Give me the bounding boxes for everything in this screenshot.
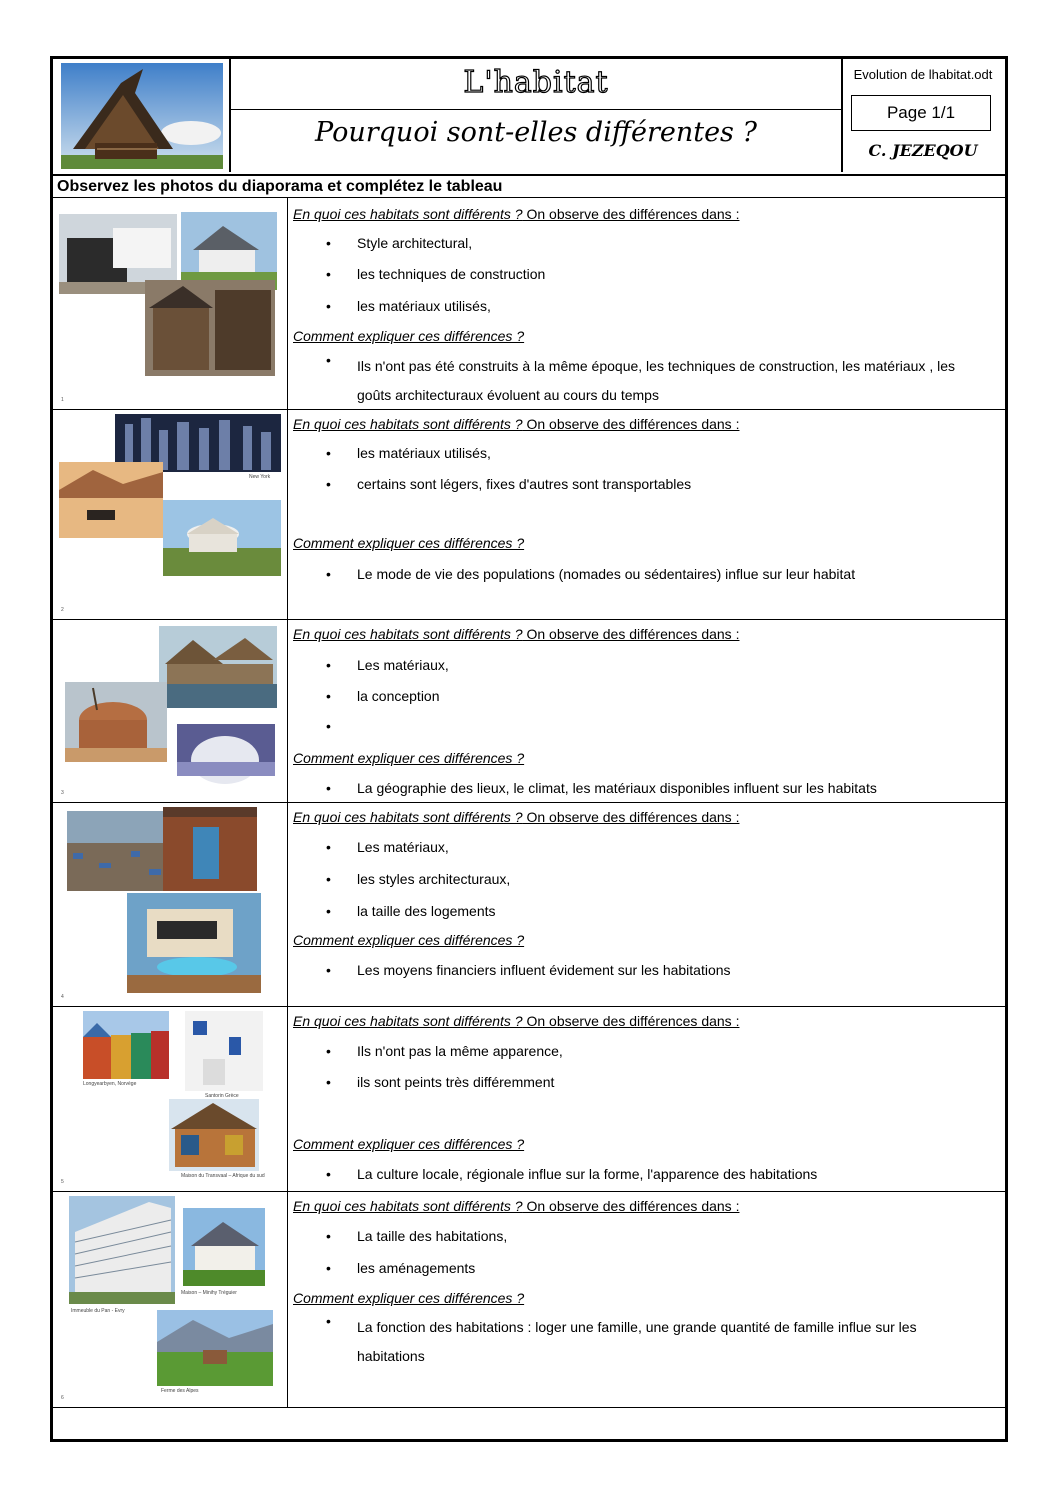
page-frame <box>50 56 1008 1442</box>
file-name: Evolution de lhabitat.odt <box>853 67 993 82</box>
header <box>53 59 1005 176</box>
question-explanation: Comment expliquer ces différences ? <box>293 932 525 948</box>
row-answers: En quoi ces habitats sont différents ? On observe des différences dans : Ils n'ont pas la même apparence, ils sont peints très différemment Comment expliquer ces différences ? La culture locale, régionale influe sur la forme, l'apparence des habitations <box>293 1013 818 1182</box>
photo-yurt <box>163 500 281 576</box>
slide-number: 3 <box>61 790 64 796</box>
photo-apartment-block <box>69 1196 175 1304</box>
slide-number: 1 <box>61 397 64 403</box>
photo-stilt-houses <box>159 626 277 708</box>
question-differences: En quoi ces habitats sont différents ? On observe des différences dans : <box>293 809 740 825</box>
slide-thumbnail <box>53 803 288 1006</box>
photo-igloo <box>177 724 275 784</box>
table-row <box>53 1007 1005 1192</box>
table-row <box>53 1192 1005 1408</box>
table-row <box>53 620 1005 803</box>
slide-number: 5 <box>61 1179 64 1185</box>
table-row <box>53 803 1005 1007</box>
page-number: Page 1/1 <box>851 95 991 131</box>
slide-thumbnail <box>53 620 288 802</box>
row-answers: En quoi ces habitats sont différents ? On observe des différences dans : les matériaux utilisés, certains sont légers, fixes d'autres sont transportables Comment expliquer ces différences ? Le mode de vie des populations (nomades ou sédentaires) influe sur leur habitat <box>293 416 856 582</box>
photo-caption: New York <box>249 474 271 480</box>
slide-thumbnail <box>53 1007 288 1191</box>
header-info <box>841 59 1005 172</box>
page-title: L'habitat <box>463 65 609 100</box>
photo-caption: Longyearbyen, Norvège <box>83 1081 137 1087</box>
photo-painted-hut <box>169 1099 259 1171</box>
photo-timber-house <box>145 280 275 376</box>
slide-number: 6 <box>61 1395 64 1401</box>
question-explanation: Comment expliquer ces différences ? <box>293 750 525 766</box>
header-titles <box>229 59 843 172</box>
question-explanation: Comment expliquer ces différences ? <box>293 1290 525 1306</box>
photo-villa-pool <box>127 893 261 993</box>
slide-thumbnail <box>53 198 288 409</box>
author: C. JEZEQOU <box>868 141 978 160</box>
row-answers: En quoi ces habitats sont différents ? On observe des différences dans : Les matériaux, la conception Comment expliquer ces différences ? La géographie des lieux, le climat, les matériaux disponibles influent sur les habitats <box>293 626 877 796</box>
photo-slum <box>67 811 171 891</box>
empty-row <box>53 1408 1005 1438</box>
title-divider <box>231 109 841 110</box>
photo-caption: Maison – Minihy Tréguier <box>181 1290 237 1296</box>
photo-mud-house <box>65 682 167 762</box>
photo-alpine-farm <box>157 1310 273 1386</box>
photo-caption: Maison du Transvaal – Afrique du sud <box>181 1173 265 1179</box>
table-row <box>53 410 1005 620</box>
question-differences: En quoi ces habitats sont différents ? On observe des différences dans : <box>293 206 740 222</box>
photo-caption: Santorin Grèce <box>205 1093 239 1099</box>
photo-shack-door <box>163 807 257 891</box>
slide-thumbnail <box>53 410 288 619</box>
photo-breton-house <box>181 212 277 290</box>
page-subtitle: Pourquoi sont-elles différentes ? <box>315 117 757 148</box>
row-answers: En quoi ces habitats sont différents ? On observe des différences dans : La taille des habitations, les aménagements Comment expliquer ces différences ? La fonction des habitations : loger une famille, une grande quantité de famille influe sur les habitations <box>293 1198 917 1364</box>
slide-number: 4 <box>61 994 64 1000</box>
comparison-table <box>53 197 1005 1401</box>
row-answers: En quoi ces habitats sont différents ? On observe des différences dans : Les matériaux, les styles architecturaux, la taille des logements Comment expliquer ces différences ? Les moyens financiers influent évidement sur les habitations <box>293 809 740 978</box>
photo-desert-tent <box>59 462 163 538</box>
photo-house-garden <box>183 1208 265 1286</box>
photo-caption: Immeuble du Pan - Evry <box>71 1308 125 1314</box>
question-differences: En quoi ces habitats sont différents ? On observe des différences dans : <box>293 626 740 642</box>
table-row <box>53 198 1005 410</box>
slide-thumbnail <box>53 1192 288 1407</box>
slide-number: 2 <box>61 607 64 613</box>
question-differences: En quoi ces habitats sont différents ? On observe des différences dans : <box>293 1198 740 1214</box>
instruction: Observez les photos du diaporama et complétez le tableau <box>57 178 503 195</box>
photo-colored-houses <box>83 1011 169 1079</box>
photo-santorini <box>185 1011 263 1091</box>
question-explanation: Comment expliquer ces différences ? <box>293 1136 525 1152</box>
photo-caption: Ferme des Alpes <box>161 1388 199 1394</box>
question-explanation: Comment expliquer ces différences ? <box>293 535 525 551</box>
question-differences: En quoi ces habitats sont différents ? On observe des différences dans : <box>293 1013 740 1029</box>
question-explanation: Comment expliquer ces différences ? <box>293 328 525 344</box>
header-photo <box>61 63 223 169</box>
question-differences: En quoi ces habitats sont différents ? On observe des différences dans : <box>293 416 740 432</box>
row-answers: En quoi ces habitats sont différents ? On observe des différences dans : Style architectural, les techniques de construction les matériaux utilisés, Comment expliquer ces différences ? Ils n'ont pas été construits à la même époque, les techniques de construction, les matériaux , les goûts architecturaux évoluent au cours du temps <box>293 206 955 403</box>
